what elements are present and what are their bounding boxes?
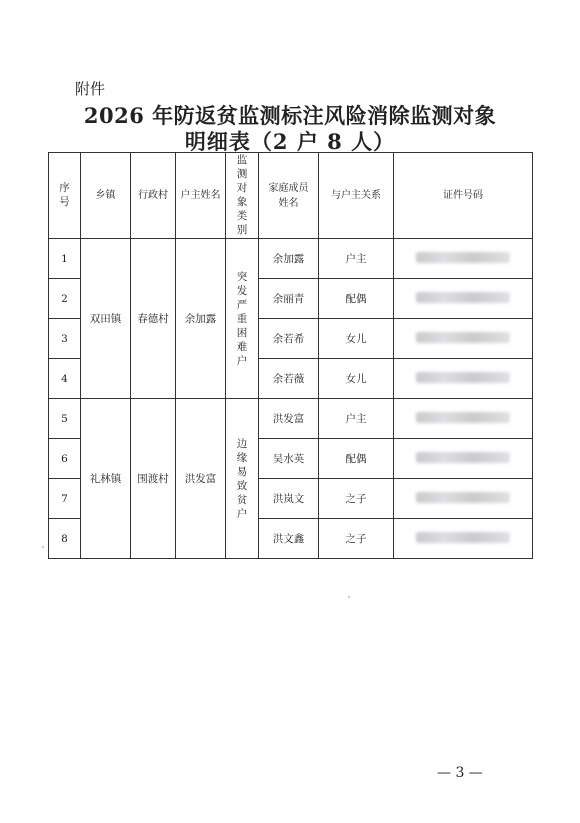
member-name-cell: 余若希 [259,319,319,359]
seq-cell: 3 [49,319,81,359]
member-name-cell: 吴水英 [259,439,319,479]
redacted-id-blur [416,452,510,463]
seq-cell: 2 [49,279,81,319]
township-cell: 双田镇 [81,239,131,399]
header-seq: 序号 [49,153,81,239]
header-monitor-type: 监测对象类别 [226,153,259,239]
id-number-cell [394,519,533,559]
relation-cell: 户主 [319,399,394,439]
township-cell: 礼林镇 [81,399,131,559]
header-member-name: 家庭成员姓名 [259,153,319,239]
seq-cell: 5 [49,399,81,439]
monitor-type-cell: 边缘易致贫户 [226,399,259,559]
id-number-cell [394,359,533,399]
header-township: 乡镇 [81,153,131,239]
scan-speck [42,546,44,548]
redacted-id-blur [416,412,510,423]
table-row [49,239,533,279]
header-id-number: 证件号码 [394,153,533,239]
member-name-cell: 洪文鑫 [259,519,319,559]
scan-speck [348,596,350,598]
redacted-id-blur [416,292,510,303]
relation-cell: 配偶 [319,439,394,479]
seq-cell: 4 [49,359,81,399]
id-number-cell [394,439,533,479]
id-number-cell [394,239,533,279]
seq-cell: 1 [49,239,81,279]
seq-cell: 8 [49,519,81,559]
redacted-id-blur [416,492,510,503]
document-title-line1: 2026 年防返贫监测标注风险消除监测对象 [83,103,497,128]
header-row [49,153,533,239]
member-name-cell: 余加露 [259,239,319,279]
monitor-type-cell: 突发严重困难户 [226,239,259,399]
head-name-cell: 洪发富 [176,399,226,559]
member-name-cell: 余若薇 [259,359,319,399]
document-title-line2: 明细表（2 户 8 人） [184,129,396,154]
header-head-name: 户主姓名 [176,153,226,239]
member-name-cell: 余丽青 [259,279,319,319]
member-name-cell: 洪岚文 [259,479,319,519]
village-cell: 春德村 [131,239,176,399]
page-number: — 3 — [437,765,483,781]
redacted-id-blur [416,372,510,383]
header-village: 行政村 [131,153,176,239]
member-name-cell: 洪发富 [259,399,319,439]
relation-cell: 户主 [319,239,394,279]
relation-cell: 配偶 [319,279,394,319]
relation-cell: 女儿 [319,359,394,399]
id-number-cell [394,479,533,519]
id-number-cell [394,319,533,359]
id-number-cell [394,399,533,439]
head-name-cell: 余加露 [176,239,226,399]
relation-cell: 之子 [319,479,394,519]
id-number-cell [394,279,533,319]
attachment-label: 附件 [75,80,106,98]
monitoring-table [48,152,533,559]
table-row [49,399,533,439]
seq-cell: 6 [49,439,81,479]
village-cell: 围渡村 [131,399,176,559]
relation-cell: 女儿 [319,319,394,359]
redacted-id-blur [416,332,510,343]
relation-cell: 之子 [319,519,394,559]
redacted-id-blur [416,532,510,543]
redacted-id-blur [416,252,510,263]
header-relation: 与户主关系 [319,153,394,239]
seq-cell: 7 [49,479,81,519]
